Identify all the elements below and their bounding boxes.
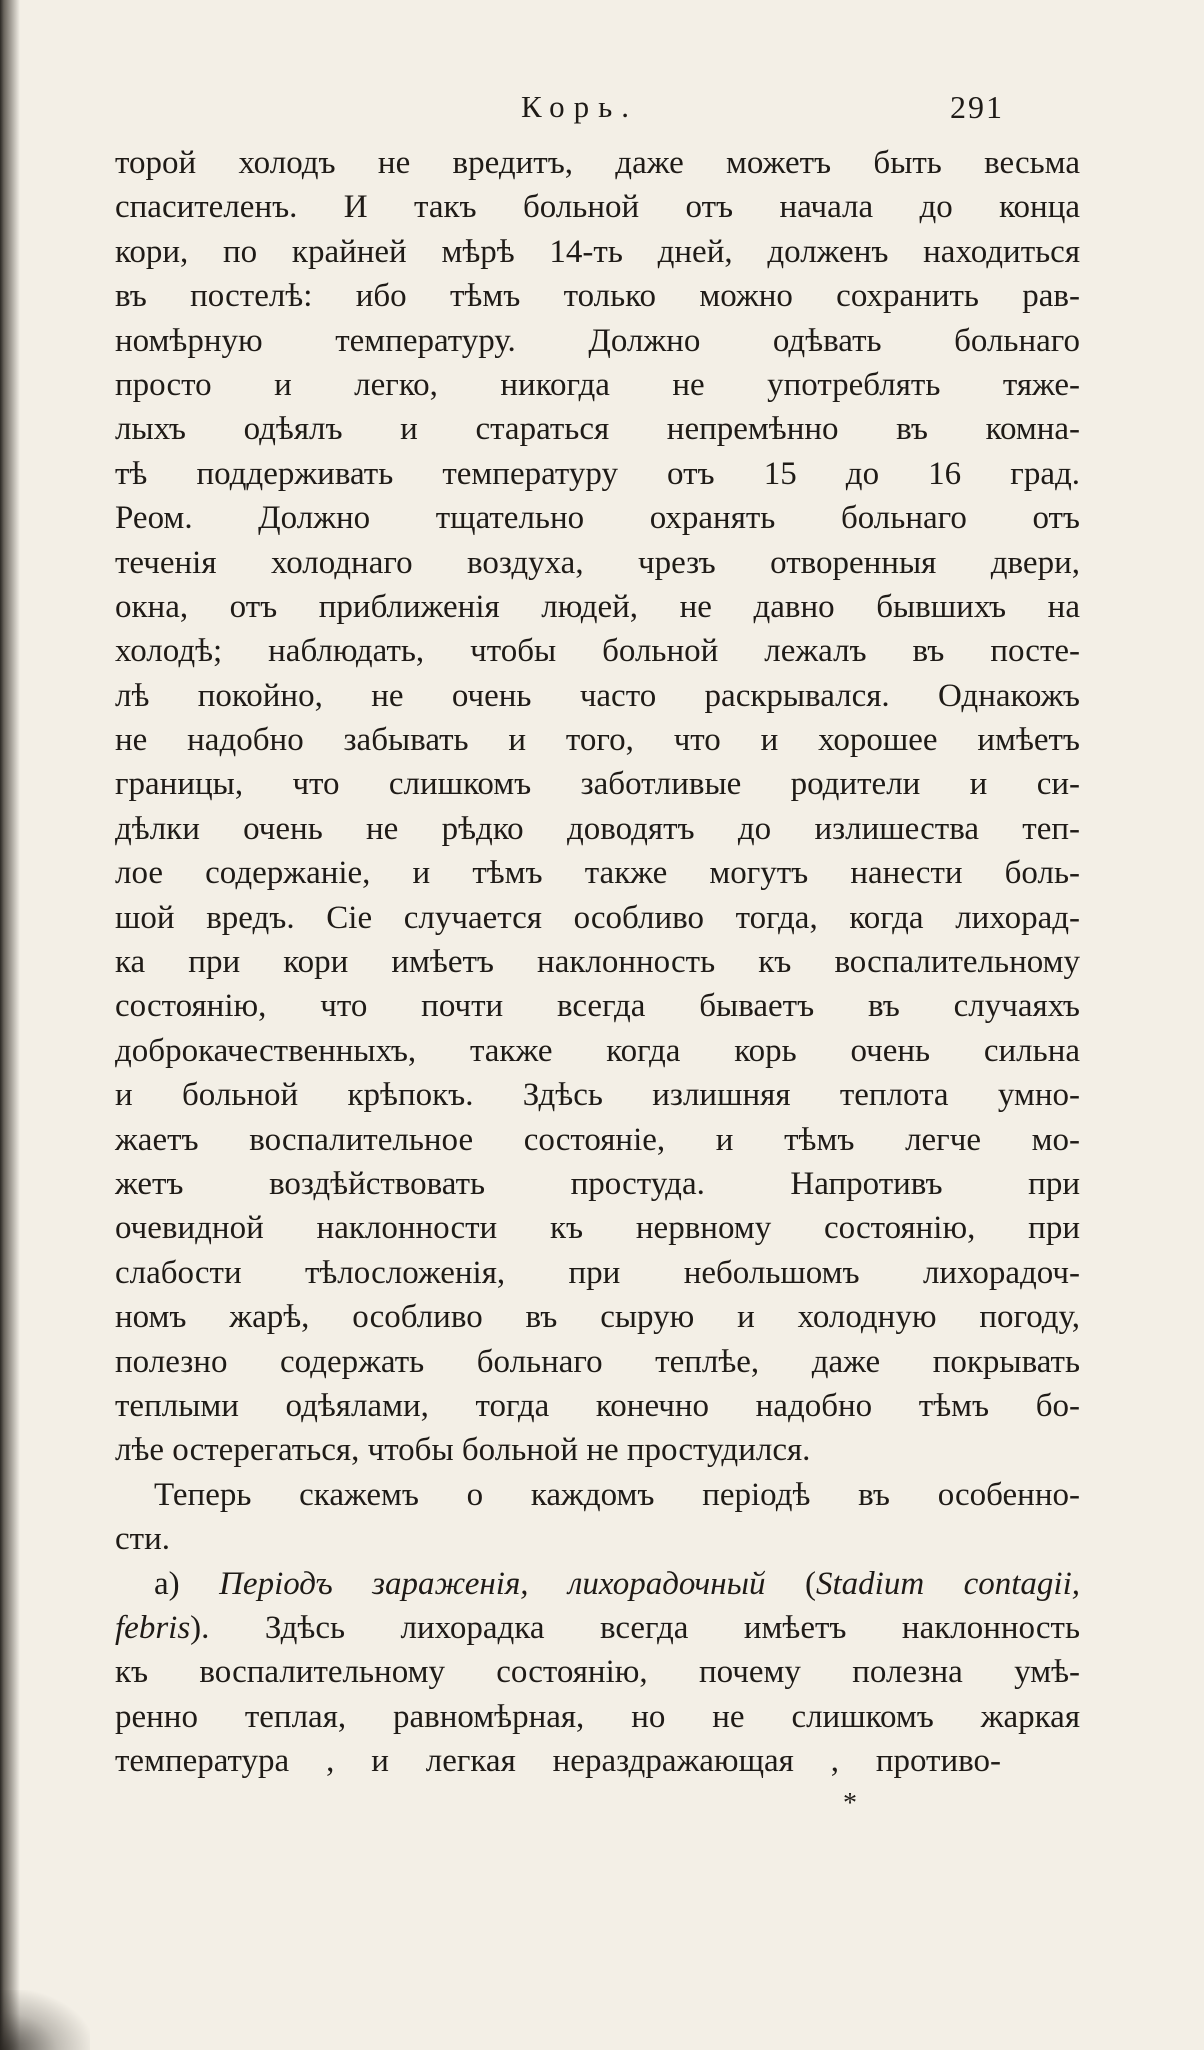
text-segment: Здѣсь лихорадка всегда имѣетъ наклонность	[264, 1609, 1080, 1646]
text-line: въ постелѣ: ибо тѣмъ только можно сохранить рав-	[115, 278, 1080, 315]
text-line: и больной крѣпокъ. Здѣсь излишняя теплота умно-	[115, 1077, 1080, 1114]
page-number: 291	[950, 89, 1004, 125]
running-head: Корь.	[521, 89, 639, 124]
section-title-latin-end: febris	[115, 1609, 191, 1646]
page-corner-shadow	[0, 1990, 90, 2050]
text-line: номъ жарѣ, особливо въ сырую и холодную погоду,	[115, 1299, 1080, 1336]
text-line: ренно теплая, равномѣрная, но не слишкомъ жаркая	[115, 1698, 1080, 1735]
text-line: лыхъ одѣялъ и стараться непремѣнно въ комна-	[115, 411, 1080, 448]
section-title-ru: Періодъ зараженія, лихорадочный	[219, 1565, 766, 1602]
text-line: теченія холоднаго воздуха, чрезъ отворенныя двери,	[115, 544, 1080, 581]
text-line: шой вредъ. Сіе случается особливо тогда, когда лихорад-	[115, 899, 1080, 936]
text-line: холодѣ; наблюдать, чтобы больной лежалъ въ посте-	[115, 633, 1080, 670]
text-line: Теперь скажемъ о каждомъ періодѣ въ особенно-	[154, 1476, 1080, 1513]
text-line: лѣ покойно, не очень часто раскрывался. Однакожъ	[115, 677, 1080, 714]
section-label: а)	[154, 1565, 180, 1602]
text-line: слабости тѣлосложенія, при небольшомъ лихорадоч-	[115, 1254, 1080, 1291]
text-line: ка при кори имѣетъ наклонность къ воспалительному	[115, 944, 1080, 981]
text-line: окна, отъ приближенія людей, не давно бывшихъ на	[115, 588, 1080, 625]
text-line: полезно содержать больнаго теплѣе, даже покрывать	[115, 1343, 1080, 1380]
text-line: лѣе остерегаться, чтобы больной не простудился.	[115, 1432, 811, 1469]
text-line: жетъ воздѣйствовать простуда. Напротивъ при	[115, 1165, 1080, 1202]
page-binding-shadow	[0, 0, 20, 2050]
section-heading-line	[115, 1562, 1080, 1606]
text-line: тѣ поддерживать температуру отъ 15 до 16 град.	[115, 455, 1080, 492]
section-title-latin: Stadium contagii,	[815, 1565, 1081, 1602]
text-line: жаетъ воспалительное состояніе, и тѣмъ легче мо-	[115, 1121, 1080, 1158]
text-line: номѣрную температуру. Должно одѣвать больнаго	[115, 322, 1080, 359]
text-line: кори, по крайней мѣрѣ 14-ть дней, долженъ находиться	[115, 233, 1080, 270]
text-line: не надобно забывать и того, что и хорошее имѣетъ	[115, 722, 1080, 759]
text-line	[115, 1606, 1080, 1650]
signature-mark: *	[843, 1788, 857, 1819]
text-line: просто и легко, никогда не употреблять тяже-	[115, 366, 1080, 403]
paren-close: ).	[190, 1609, 210, 1646]
text-line: лое содержаніе, и тѣмъ также могутъ нанести боль-	[115, 855, 1080, 892]
text-line: Реом. Должно тщательно охранять больнаго отъ	[115, 500, 1080, 537]
text-line: границы, что слишкомъ заботливые родители и си-	[115, 766, 1080, 803]
text-line: температура , и легкая нераздражающая , противо-	[115, 1743, 1001, 1780]
text-line: сти.	[115, 1521, 170, 1558]
text-line: теплыми одѣялами, тогда конечно надобно тѣмъ бо-	[115, 1387, 1080, 1424]
text-line: спасителенъ. И такъ больной отъ начала до конца	[115, 189, 1080, 226]
text-line: дѣлки очень не рѣдко доводятъ до излишества теп-	[115, 810, 1080, 847]
text-line: торой холодъ не вредитъ, даже можетъ быть весьма	[115, 145, 1080, 181]
text-line: состоянію, что почти всегда бываетъ въ случаяхъ	[115, 988, 1080, 1025]
text-line: доброкачественныхъ, также когда корь очень сильна	[115, 1032, 1080, 1069]
page-body	[115, 141, 1080, 1783]
paren-open: (	[804, 1565, 816, 1602]
text-line: очевидной наклонности къ нервному состоянію, при	[115, 1210, 1080, 1247]
text-line: къ воспалительному состоянію, почему полезна умѣ-	[115, 1654, 1080, 1691]
